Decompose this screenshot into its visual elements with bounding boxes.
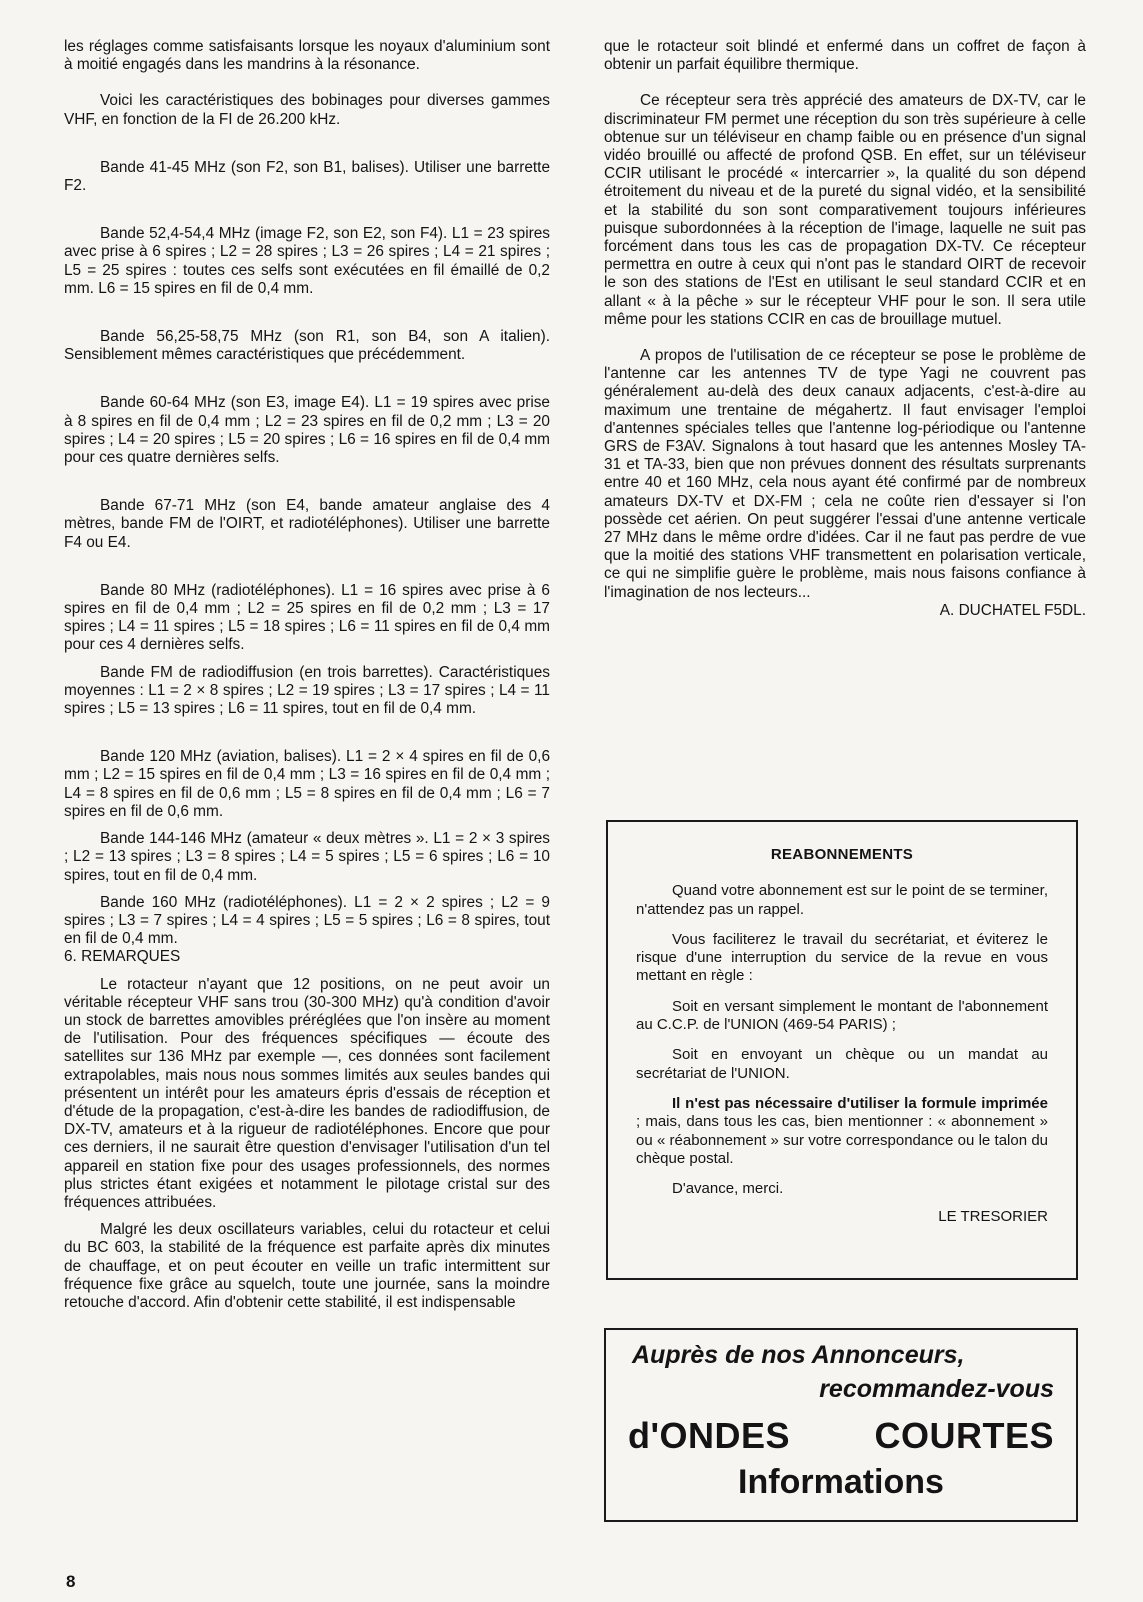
paragraph-blindage: que le rotacteur soit blindé et enfermé dans un coffret de façon à obtenir un parfait équilibre thermique. (604, 38, 1086, 74)
ad-line-3-left: d'ONDES (628, 1415, 791, 1456)
paragraph-reglages: les réglages comme satisfaisants lorsque les noyaux d'aluminium sont à moitié engagés dans les mandrins à la résonance. (64, 38, 550, 74)
reabonnement-paragraph-4: Soit en envoyant un chèque ou un mandat au secrétariat de l'UNION. (636, 1046, 1048, 1082)
paragraph-bande-41-45: Bande 41-45 MHz (son F2, son B1, balises). Utiliser une barrette F2. (64, 158, 550, 195)
ad-line-1: Auprès de nos Annonceurs, (632, 1341, 965, 1369)
tresorier-signature: LE TRESORIER (938, 1208, 1048, 1226)
page-number: 8 (66, 1572, 76, 1591)
ad-line-3 (628, 1412, 1054, 1460)
section-heading-remarques: 6. REMARQUES (64, 948, 181, 966)
paragraph-caracteristiques: Voici les caractéristiques des bobinages pour diverses gammes VHF, en fonction de la FI de 26.200 kHz. (64, 92, 550, 128)
advertisement-box (604, 1328, 1078, 1522)
author-signature: A. DUCHATEL F5DL. (939, 601, 1086, 619)
reabonnement-bold-text: Il n'est pas nécessaire d'utiliser la formule imprimée (672, 1094, 1048, 1112)
reabonnements-title: REABONNEMENTS (770, 846, 914, 863)
right-column (604, 38, 1086, 620)
paragraph-bande-60-64: Bande 60-64 MHz (son E3, image E4). L1 = 19 spires avec prise à 8 spires en fil de 0,4 mm ; L2 = 23 spires en fil de 0,2 mm ; L3 = 20 spires ; L4 = 20 spires ; L5 = 20 spires ; L6 = 16 spires en fil de 0,4 mm pour ces quatre dernières selfs. (64, 394, 550, 467)
paragraph-bande-fm: Bande FM de radiodiffusion (en trois barrettes). Caractéristiques moyennes : L1 = 2 × 8 spires ; L2 = 19 spires ; L3 = 17 spires ; L4 = 11 spires ; L5 = 13 spires ; L6 = 11 spires, tout en fil de 0,4 mm. (64, 663, 550, 718)
reabonnement-thanks: D'avance, merci. (672, 1180, 784, 1198)
reabonnement-paragraph-2: Vous faciliterez le travail du secrétariat, et éviterez le risque d'une interruption du service de la revue en vous mettant en règle : (636, 930, 1048, 985)
paragraph-bande-67-71: Bande 67-71 MHz (son E4, bande amateur anglaise des 4 mètres, bande FM de l'OIRT, et radiotéléphones). Utiliser une barrette F4 ou E4. (64, 497, 550, 551)
reabonnement-paragraph-3: Soit en versant simplement le montant de l'abonnement au C.C.P. de l'UNION (469-54 PARIS) ; (636, 997, 1048, 1034)
ad-line-2: recommandez-vous (819, 1375, 1054, 1403)
reabonnement-paragraph-1: Quand votre abonnement est sur le point de se terminer, n'attendez pas un rappel. (636, 882, 1048, 918)
ad-line-4: Informations (738, 1463, 944, 1501)
paragraph-bande-120: Bande 120 MHz (aviation, balises). L1 = 2 × 4 spires en fil de 0,6 mm ; L2 = 15 spires en fil de 0,4 mm ; L3 = 16 spires en fil de 0,4 mm ; L4 = 8 spires en fil de 0,6 mm ; L5 = 8 spires en fil de 0,4 mm ; L6 = 7 spires en fil de 0,6 mm. (64, 748, 550, 820)
reabonnement-paragraph-5 (636, 1095, 1048, 1168)
reabonnements-box (606, 820, 1078, 1280)
paragraph-bande-80: Bande 80 MHz (radiotéléphones). L1 = 16 spires avec prise à 6 spires en fil de 0,4 mm ; L2 = 25 spires en fil de 0,2 mm ; L3 = 17 spires ; L4 = 11 spires ; L5 = 18 spires ; L6 = 11 spires en fil de 0,4 mm pour ces 4 dernières selfs. (64, 581, 550, 654)
reabonnement-rest-text: ; mais, dans tous les cas, bien mentionner : « abonnement » ou « réabonnement » sur votre correspondance ou le talon du chèque postal. (636, 1113, 1048, 1167)
paragraph-bande-144-146: Bande 144-146 MHz (amateur « deux mètres ». L1 = 2 × 3 spires ; L2 = 13 spires ; L3 = 8 spires ; L4 = 5 spires ; L5 = 6 spires ; L6 = 10 spires, tout en fil de 0,4 mm. (64, 830, 550, 884)
ad-line-3-right: COURTES (874, 1415, 1054, 1456)
paragraph-dx-tv: Ce récepteur sera très apprécié des amateurs de DX-TV, car le discriminateur FM permet une réception du son très supérieure à celle obtenue sur un téléviseur en champ faible ou en présence d'un signal vidéo brouillé ou affecté de profond QSB. En effet, sur un téléviseur CCIR utilisant le procédé « intercarrier », la qualité du son dépend étroitement du niveau et de la pureté du signal vidéo, et la sensibilité et la stabilité du son sont comparativement toujours inférieures puisque subordonnées à la réception de l'image, laquelle ne suit pas forcément dans tous les cas de propagation DX-TV. Ce récepteur permettra en outre à ceux qui n'ont pas le standard OIRT de recevoir le son des stations de l'Est en utilisant le seul standard CCIR et en allant « à la pêche » sur le récepteur VHF pour le son. Il sera utile même pour les stations CCIR en cas de brouillage mutuel. (604, 92, 1086, 328)
paragraph-bande-160: Bande 160 MHz (radiotéléphones). L1 = 2 × 2 spires ; L2 = 9 spires ; L3 = 7 spires ; L4 = 4 spires ; L5 = 5 spires ; L6 = 8 spires, tout en fil de 0,4 mm. (64, 893, 550, 948)
paragraph-bande-52-54: Bande 52,4-54,4 MHz (image F2, son E2, son F4). L1 = 23 spires avec prise à 6 spires ; L2 = 28 spires ; L3 = 26 spires ; L4 = 21 spires ; L5 = 25 spires : toutes ces selfs sont exécutées en fil émaillé de 0,2 mm. L6 = 15 spires en fil de 0,4 mm. (64, 225, 550, 297)
paragraph-bande-56-58: Bande 56,25-58,75 MHz (son R1, son B4, son A italien). Sensiblement mêmes caractéristiques que précédemment. (64, 328, 550, 364)
paragraph-rotacteur: Le rotacteur n'ayant que 12 positions, on ne peut avoir un véritable récepteur VHF sans trou (30-300 MHz) qu'à condition d'avoir un stock de barrettes amovibles préréglées que l'on insère au moment de l'utilisation. Pour des fréquences spécifiques — écoute des satellites sur 136 MHz par exemple —, ces données sont facilement extrapolables, mais nous nous sommes limités aux seules bandes qui présentent un intérêt pour les amateurs épris d'essais de réception et d'étude de la propagation, c'est-à-dire les bandes de radiodiffusion, de DX-TV, amateurs et à la rigueur de radiotéléphones. Encore que pour ces derniers, il ne saurait être question d'envisager l'utilisation d'un tel appareil en station fixe pour des usages professionnels, des normes plus strictes étant exigées et notamment le pilotage cristal sur des fréquences attribuées. (64, 975, 550, 1211)
paragraph-stabilite: Malgré les deux oscillateurs variables, celui du rotacteur et celui du BC 603, la stabilité de la fréquence est parfaite après dix minutes de chauffage, et on peut écouter en veille un trafic intermittent sur fréquence fixe grâce au squelch, toute une journée, sans la moindre retouche d'accord. Afin d'obtenir cette stabilité, il est indispensable (64, 1221, 550, 1311)
paragraph-antenne: A propos de l'utilisation de ce récepteur se pose le problème de l'antenne car les antennes TV de type Yagi ne couvrent pas généralement au-delà des deux canaux adjacents, c'est-à-dire au maximum une trentaine de mégahertz. Il faut envisager l'emploi d'antennes spéciales telles que l'antenne log-périodique ou l'antenne GRS de F3AV. Signalons à tout hasard que les antennes Mosley TA-31 et TA-33, bien que non prévues donnent des résultats surprenants entre 40 et 160 MHz, cela nous ayant été confirmé par de nombreux amateurs DX-TV et DX-FM ; cela ne coûte rien d'essayer si l'on possède cet aérien. On peut suggérer l'essai d'une antenne verticale 27 MHz dans le même ordre d'idées. Car il ne faut pas perdre de vue que la moitié des stations VHF transmettent en polarisation verticale, ce qui ne simplifie guère le problème, mais nous faisons confiance à l'imagination de nos lecteurs... (604, 347, 1086, 601)
left-column (64, 38, 550, 1312)
